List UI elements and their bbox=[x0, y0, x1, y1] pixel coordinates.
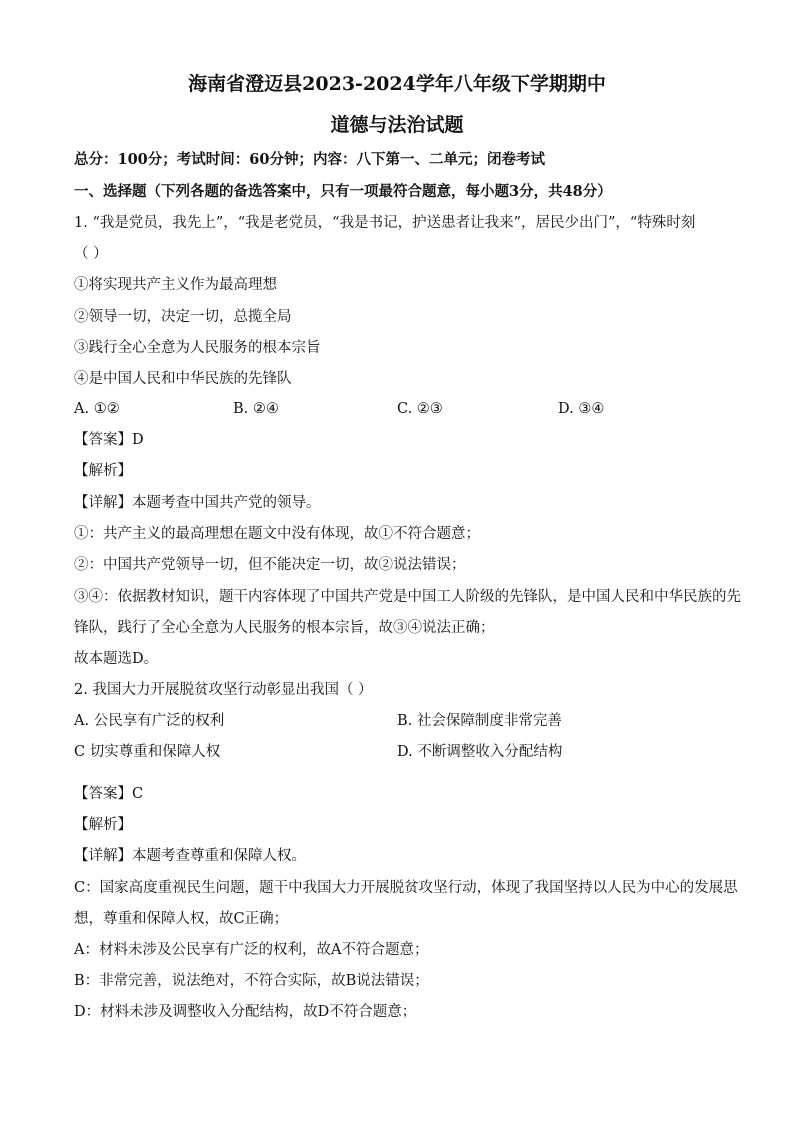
q1-statement-4: ④是中国人民和中华民族的先锋队 bbox=[74, 371, 292, 387]
q1-statement-3: ③践行全心全意为人民服务的根本宗旨 bbox=[74, 340, 321, 356]
q1-explanation-2: ②：中国共产党领导一切，但不能决定一切，故②说法错误； bbox=[74, 557, 466, 573]
q2-explanation-1b: 想，尊重和保障人权，故C正确； bbox=[74, 911, 289, 927]
q1-conclusion: 故本题选D。 bbox=[74, 651, 159, 667]
q2-explanation-4: D：材料未涉及调整收入分配结构，故D不符合题意； bbox=[74, 1004, 417, 1020]
exam-title: 海南省澄迈县2023-2024学年八年级下学期期中 bbox=[188, 73, 606, 95]
q1-explanation-3a: ③④：依据教材知识，题干内容体现了中国共产党是中国工人阶级的先锋队，是中国人民和中华民族的先 bbox=[74, 589, 741, 605]
q2-stem: 2. 我国大力开展脱贫攻坚行动彰显出我国（ ） bbox=[74, 682, 373, 698]
q1-statement-1: ①将实现共产主义作为最高理想 bbox=[74, 277, 277, 293]
q2-explanation-2: A：材料未涉及公民享有广泛的权利，故A不符合题意； bbox=[74, 942, 429, 958]
q2-explanation-3: B：非常完善，说法绝对，不符合实际，故B说法错误； bbox=[74, 973, 429, 989]
q2-explanation-1a: C：国家高度重视民生问题，题干中我国大力开展脱贫攻坚行动，体现了我国坚持以人民为中心的发展思 bbox=[74, 880, 738, 896]
q1-option-a: A. ①② bbox=[74, 401, 120, 417]
q1-analysis-label: 【解析】 bbox=[74, 463, 132, 479]
q1-detail: 【详解】本题考查中国共产党的领导。 bbox=[74, 495, 321, 511]
q1-paren: （ ） bbox=[74, 246, 108, 262]
q1-option-d: D. ③④ bbox=[558, 401, 605, 417]
q2-detail: 【详解】本题考查尊重和保障人权。 bbox=[74, 848, 306, 864]
q2-option-d: D. 不断调整收入分配结构 bbox=[397, 744, 563, 760]
q1-explanation-1: ①：共产主义的最高理想在题文中没有体现，故①不符合题意； bbox=[74, 526, 480, 542]
q1-option-b: B. ②④ bbox=[233, 401, 279, 417]
q2-option-a: A. 公民享有广泛的权利 bbox=[74, 713, 225, 729]
exam-info: 总分：100分；考试时间：60分钟；内容：八下第一、二单元；闭卷考试 bbox=[74, 151, 545, 168]
q1-statement-2: ②领导一切，决定一切，总揽全局 bbox=[74, 309, 292, 325]
q2-answer: 【答案】C bbox=[74, 786, 144, 802]
q2-analysis-label: 【解析】 bbox=[74, 817, 132, 833]
q1-answer: 【答案】D bbox=[74, 432, 144, 448]
q1-stem: 1. “我是党员，我先上”，“我是老党员，“我是书记，护送患者让我来”，居民少出门”，“特殊时刻 bbox=[74, 215, 696, 231]
q2-option-c: C 切实尊重和保障人权 bbox=[74, 744, 221, 760]
q1-option-c: C. ②③ bbox=[397, 401, 443, 417]
q2-option-b: B. 社会保障制度非常完善 bbox=[397, 713, 562, 729]
q1-explanation-3b: 锋队，践行了全心全意为人民服务的根本宗旨，故③④说法正确； bbox=[74, 620, 495, 636]
exam-subtitle: 道德与法治试题 bbox=[330, 114, 464, 136]
section-heading: 一、选择题（下列各题的备选答案中，只有一项最符合题意，每小题3分，共48分） bbox=[74, 183, 612, 200]
